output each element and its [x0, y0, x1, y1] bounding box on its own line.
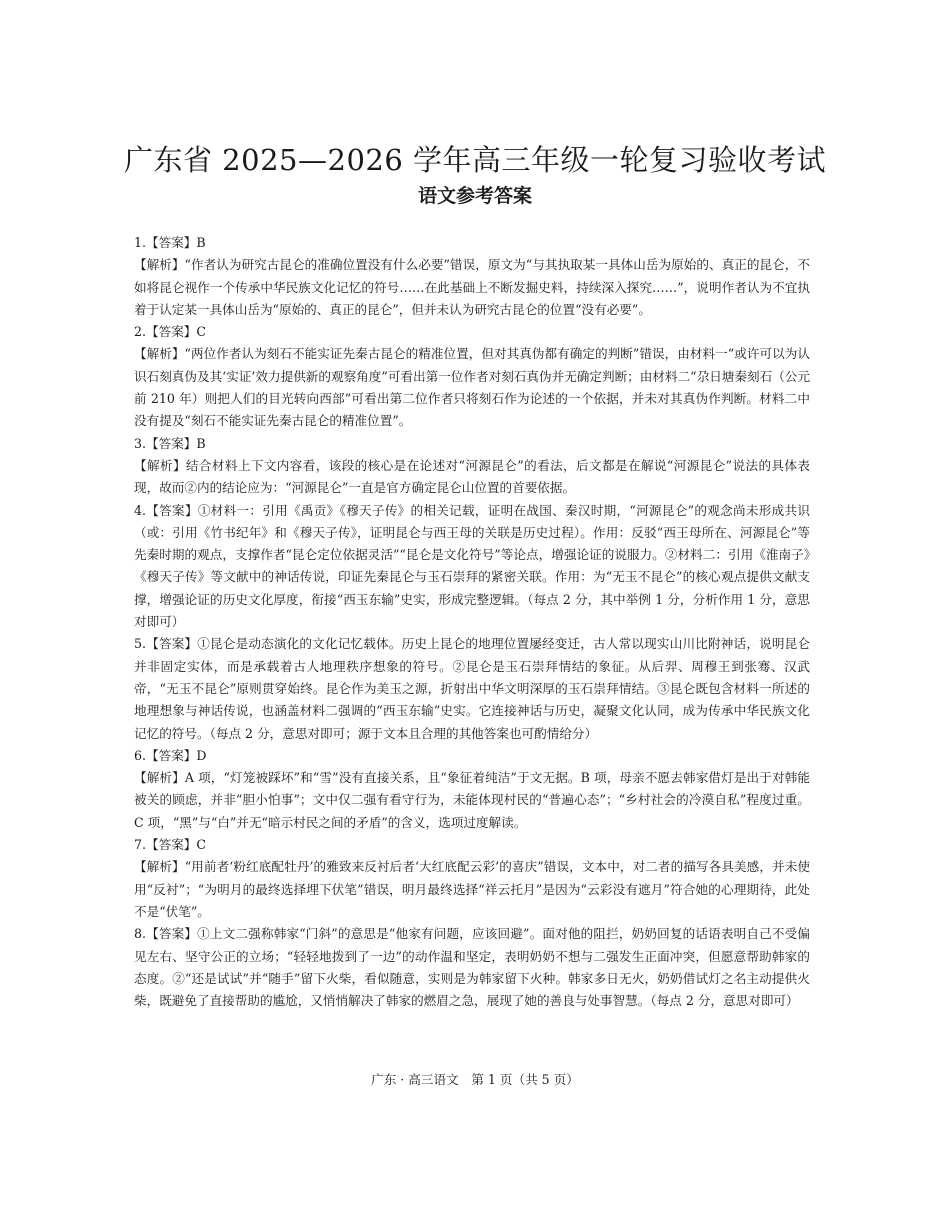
page-title: 广东省 2025—2026 学年高三年级一轮复习验收考试 [123, 143, 827, 177]
analysis-text: 【解析】“作者认为研究古昆仑的准确位置没有什么必要”错误，原文为“与其执取某一具体山岳为原始的、真正的昆仑，不如将昆仑视作一个传承中华民族文化记忆的符号……在此基础上不断发掘史料，持续深入探究……”，说明作者认为不宜执着于认定某一具体山岳为“原始的、真正的昆仑”，但并未认为研究古昆仑的位置“没有必要”。 [134, 257, 810, 317]
answer-item-5 [134, 633, 810, 744]
answer-text: 5.【答案】①昆仑是动态演化的文化记忆载体。历史上昆仑的地理位置屡经变迁，古人常以现实山川比附神话，说明昆仑并非固定实体，而是承载着古人地理秩序想象的符号。②昆仑是玉石崇拜情结的象征。从后羿、周穆王到张骞、汉武帝，“无玉不昆仑”原则贯穿始终。昆仑作为美玉之源，折射出中华文明深厚的玉石崇拜情结。③昆仑既包含材料一所述的地理想象与神话传说，也涵盖材料二强调的“西玉东输”史实。它连接神话与历史，凝聚文化认同，成为传承中华民族文化记忆的符号。（每点 2 分，意思对即可；源于文本且合理的其他答案也可酌情给分） [134, 636, 810, 741]
answer-line: 1.【答案】B [134, 235, 206, 250]
analysis-text: 【解析】“用前者‘粉红底配牡丹’的雅致来反衬后者‘大红底配云彩’的喜庆”错误，文本中，对二者的描写各具美感，并未使用“反衬”；“为明月的最终选择埋下伏笔”错误，明月最终选择“祥云托月”是因为“云彩没有遮月”符合她的心理期待，此处不是“伏笔”。 [134, 859, 810, 919]
answer-line: 6.【答案】D [134, 747, 207, 763]
analysis-text: 【解析】A 项，“灯笼被踩坏”和“雪”没有直接关系，且“象征着纯洁”于文无据。B 项，母亲不愿去韩家借灯是出于对韩能被关的顾虑，并非“胆小怕事”；文中仅二强有看守行为，未能体现村民的“普遍心态”；“乡村社会的冷漠自私”程度过重。C 项，“黑”与“白”并无“暗示村民之间的矛盾”的含义，选项过度解读。 [134, 770, 810, 830]
answer-item-3 [134, 433, 810, 500]
answer-item-1 [134, 232, 810, 321]
answer-text: 8.【答案】①上文二强称韩家“门斜”的意思是“他家有问题，应该回避”。面对他的阻拦，奶奶回复的话语表明自己不受偏见左右、坚守公正的立场；“轻轻地拨到了一边”的动作温和坚定，表明奶奶不想与二强发生正面冲突，但愿意帮助韩家的态度。②“还是试试”并“随手”留下火柴，看似随意，实则是为韩家留下火种。韩家多日无火，奶奶借试灯之名主动提供火柴，既避免了直接帮助的尴尬，又悄悄解决了韩家的燃眉之急，展现了她的善良与处事智慧。（每点 2 分，意思对即可） [134, 926, 810, 1009]
answer-item-6 [134, 745, 810, 834]
answer-line: 2.【答案】C [134, 324, 207, 340]
page-subtitle: 语文参考答案 [417, 185, 532, 207]
analysis-text: 【解析】结合材料上下文内容看，该段的核心是在论述对“河源昆仑”的看法，后文都是在解说“河源昆仑”说法的具体表现，故而②内的结论应为：“河源昆仑”一直是官方确定昆仑山位置的首要依据。 [134, 457, 810, 496]
page-footer: 广东 · 高三语文 第 1 页（共 5 页） [371, 1072, 579, 1087]
answer-list [134, 232, 810, 1012]
answer-item-8 [134, 923, 810, 1012]
answer-line: 3.【答案】B [134, 435, 206, 451]
answer-item-4 [134, 500, 810, 634]
answer-text: 4.【答案】①材料一：引用《禹贡》《穆天子传》的相关记载，证明在战国、秦汉时期，“河源昆仑”的观念尚未形成共识（或：引用《竹书纪年》和《穆天子传》，证明昆仑与西王母的关联是历史过程）。作用：反驳“西王母所在、河源昆仑”等先秦时期的观点，支撑作者“昆仑定位依据灵活”“昆仑是文化符号”等论点，增强论证的说服力。②材料二：引用《淮南子》《穆天子传》等文献中的神话传说，印证先秦昆仑与玉石崇拜的紧密关联。作用：为“无玉不昆仑”的核心观点提供文献支撑，增强论证的历史文化厚度，衔接“西玉东输”史实，形成完整逻辑。（每点 2 分，其中举例 1 分，分析作用 1 分，意思对即可） [134, 502, 810, 630]
answer-item-2 [134, 321, 810, 432]
answer-line: 7.【答案】C [134, 837, 207, 853]
analysis-text: 【解析】“两位作者认为刻石不能实证先秦古昆仑的精准位置，但对其真伪都有确定的判断”错误，由材料一“或许可以为认识石刻真伪及其‘实证’效力提供新的观察角度”可看出第一位作者对刻石真伪并无确定判断；由材料二“尕日塘秦刻石（公元前 210 年）则把人们的目光转向西部”可看出第二位作者只将刻石作为论述的一个依据，并未对其真伪作判断。材料二中没有提及“刻石不能实证先秦古昆仑的精准位置”。 [134, 346, 810, 429]
answer-item-7 [134, 834, 810, 923]
